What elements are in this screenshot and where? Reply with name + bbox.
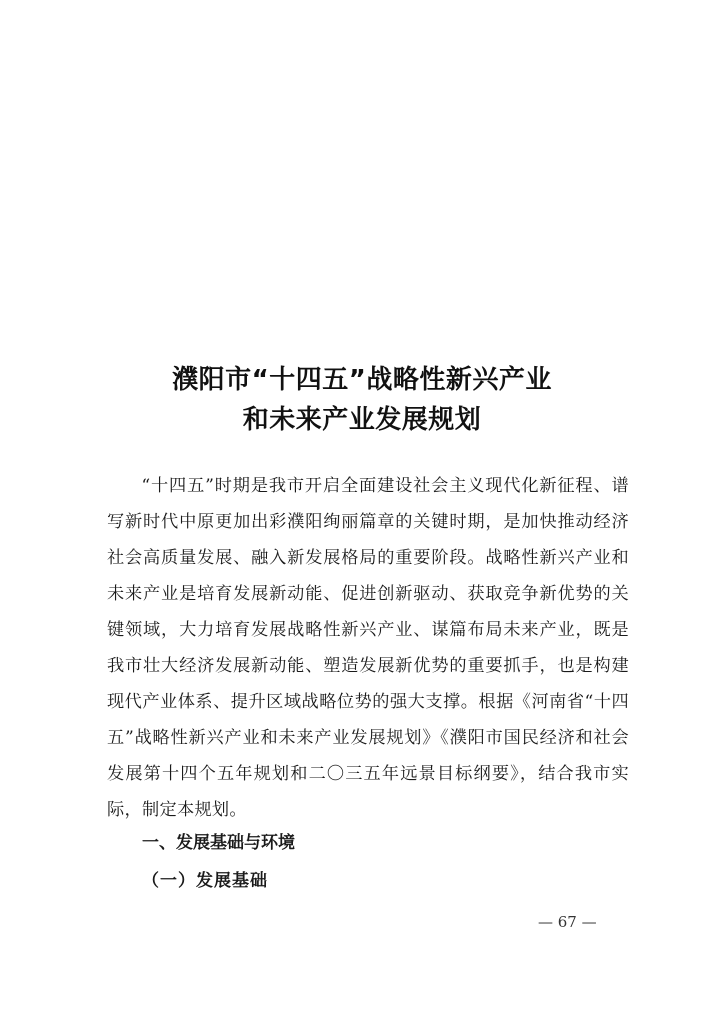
document-title <box>0 360 724 440</box>
intro-paragraph: “十四五”时期是我市开启全面建设社会主义现代化新征程、谱写新时代中原更加出彩濮阳绚丽篇章的关键时期，是加快推动经济社会高质量发展、融入新发展格局的重要阶段。战略性新兴产业和未来产业是培育发展新动能、促进创新驱动、获取竞争新优势的关键领域，大力培育发展战略性新兴产业、谋篇布局未来产业，既是我市壮大经济发展新动能、塑造发展新优势的重要抓手，也是构建现代产业体系、提升区域战略位势的强大支撑。根据《河南省“十四五”战略性新兴产业和未来产业发展规划》《濮阳市国民经济和社会发展第十四个五年规划和二〇三五年远景目标纲要》，结合我市实际，制定本规划。 <box>107 476 629 820</box>
section-heading: 一、发展基础与环境 <box>142 833 295 853</box>
subsection-heading: （一）发展基础 <box>142 871 268 891</box>
title-line-1: 濮阳市“十四五”战略性新兴产业 <box>172 365 552 395</box>
title-line-2: 和未来产业发展规划 <box>242 405 482 435</box>
page-number: — 67 — <box>538 913 597 931</box>
